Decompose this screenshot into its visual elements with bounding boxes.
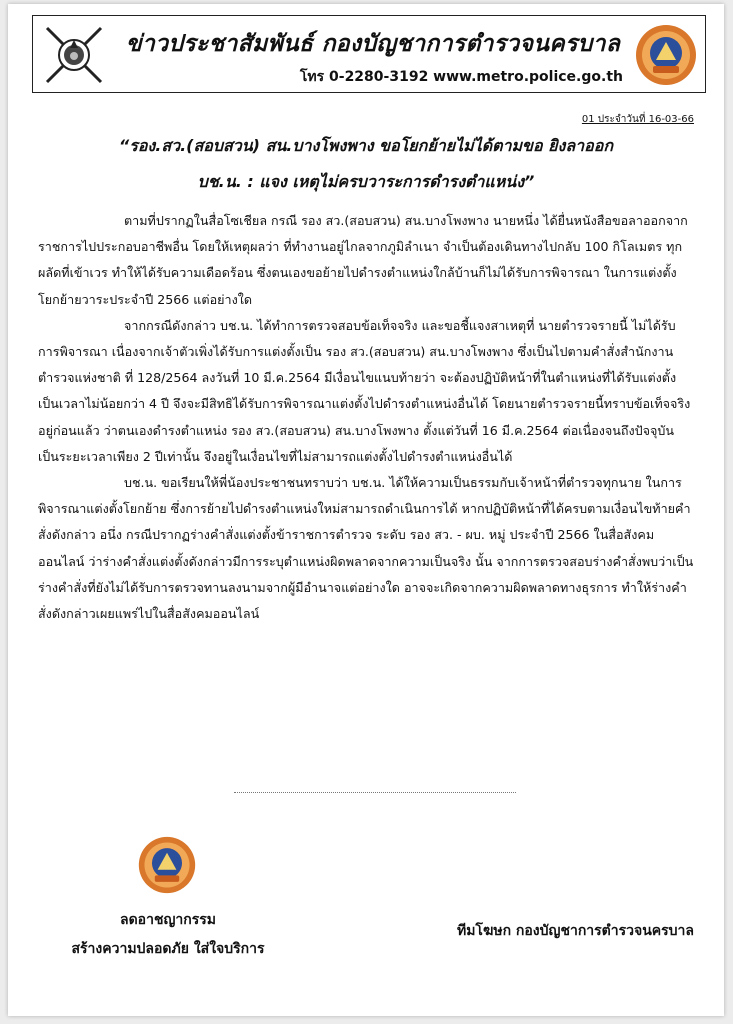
- slogan-line-2: สร้างความปลอดภัย ใส่ใจบริการ: [71, 941, 265, 957]
- headline-line-1: “รอง.สว.(สอบสวน) สน.บางโพงพาง ขอโยกย้ายไม่ได้ตามขอ ยิงลาออก: [118, 136, 614, 155]
- letterhead-contact: โทร 0-2280-3192 www.metro.police.go.th: [299, 69, 623, 85]
- press-release-page: [8, 4, 724, 1016]
- metro-police-seal-icon: [136, 834, 198, 896]
- paragraph: ตามที่ปรากฏในสื่อโซเชียล กรณี รอง สว.(สอบสวน) สน.บางโพงพาง นายหนึ่ง ได้ยื่นหนังสือขอลาออกจากราชการไปประกอบอาชีพอื่น โดยให้เหตุผลว่า ที่ทำงานอยู่ไกลจากภูมิลำเนา จำเป็นต้องเดินทางไปกลับ 100 กิโลเมตร ทุกผลัดที่เข้าเวร ทำให้ได้รับความเดือดร้อน ซึ่งตนเองขอย้ายไปดำรงตำแหน่งใกล้บ้านก็ไม่ได้รับการพิจารณา ในการแต่งตั้งโยกย้ายวาระประจำปี 2566 แต่อย่างใด: [38, 213, 688, 307]
- paragraph: จากกรณีดังกล่าว บช.น. ได้ทำการตรวจสอบข้อเท็จจริง และขอชี้แจงสาเหตุที่ นายตำรวจรายนี้ ไม่ได้รับการพิจารณา เนื่องจากเจ้าตัวเพิ่งได้รับการแต่งตั้งเป็น รอง สว.(สอบสวน) สน.บางโพงพาง ซึ่งเป็นไปตามคำสั่งสำนักงานตำรวจแห่งชาติ ที่ 128/2564 ลงวันที่ 10 มี.ค.2564 มีเงื่อนไขแนบท้ายว่า จะต้องปฏิบัติหน้าที่ในตำแหน่งที่ได้รับแต่งตั้งเป็นเวลาไม่น้อยกว่า 4 ปี จึงจะมีสิทธิได้รับการพิจารณาแต่งตั้งไปดำรงตำแหน่งอื่นได้ โดยนายตำรวจรายนี้ทราบข้อเท็จจริงอยู่ก่อนแล้ว ว่าตนเองดำรงตำแหน่ง รอง สว.(สอบสวน) สน.บางโพงพาง ตั้งแต่วันที่ 16 มี.ค.2564 ต่อเนื่องจนถึงปัจจุบัน เป็นระยะเวลาเพียง 2 ปีเท่านั้น จึงอยู่ในเงื่อนไขที่ไม่สามารถแต่งตั้งไปดำรงตำแหน่งอื่นได้: [38, 317, 691, 464]
- spokesperson-signoff: ทีมโฆษก กองบัญชาการตำรวจนครบาล: [456, 923, 694, 939]
- letterhead-title: ข่าวประชาสัมพันธ์ กองบัญชาการตำรวจนครบาล: [125, 31, 621, 57]
- police-crest-icon: [41, 22, 107, 88]
- metro-police-seal-icon: [633, 22, 699, 88]
- body-text: [38, 208, 694, 627]
- issue-number: 01 ประจำวันที่ 16-03-66: [581, 114, 694, 125]
- paragraph: บช.น. ขอเรียนให้พี่น้องประชาชนทราบว่า บช.น. ได้ให้ความเป็นธรรมกับเจ้าหน้าที่ตำรวจทุกนาย ในการพิจารณาแต่งตั้งโยกย้าย ซึ่งการย้ายไปดำรงตำแหน่งใหม่สามารถดำเนินการได้ หากปฏิบัติหน้าที่ได้ครบตามเงื่อนไขท้ายคำสั่งดังกล่าว อนึ่ง กรณีปรากฏร่างคำสั่งแต่งตั้งข้าราชการตำรวจ ระดับ รอง สว. - ผบ. หมู่ ประจำปี 2566 ในสื่อสังคมออนไลน์ ว่าร่างคำสั่งแต่งตั้งดังกล่าวมีการระบุตำแหน่งผิดพลาดจากความเป็นจริง นั้น จากการตรวจสอบร่างคำสั่งพบว่าเป็นร่างคำสั่งที่ยังไม่ได้รับการตรวจทานลงนามจากผู้มีอำนาจแต่อย่างใด อาจจะเกิดจากความผิดพลาดทางธุรการ ทำให้ร่างคำสั่งดังกล่าวเผยแพร่ไปในสื่อสังคมออนไลน์: [38, 475, 694, 622]
- letterhead: [32, 15, 706, 93]
- slogan-line-1: ลดอาชญากรรม: [120, 912, 216, 928]
- headline-line-2: บช.น. : แจง เหตุไม่ครบวาระการดำรงตำแหน่ง”: [197, 172, 535, 191]
- dotted-separator: [234, 792, 516, 793]
